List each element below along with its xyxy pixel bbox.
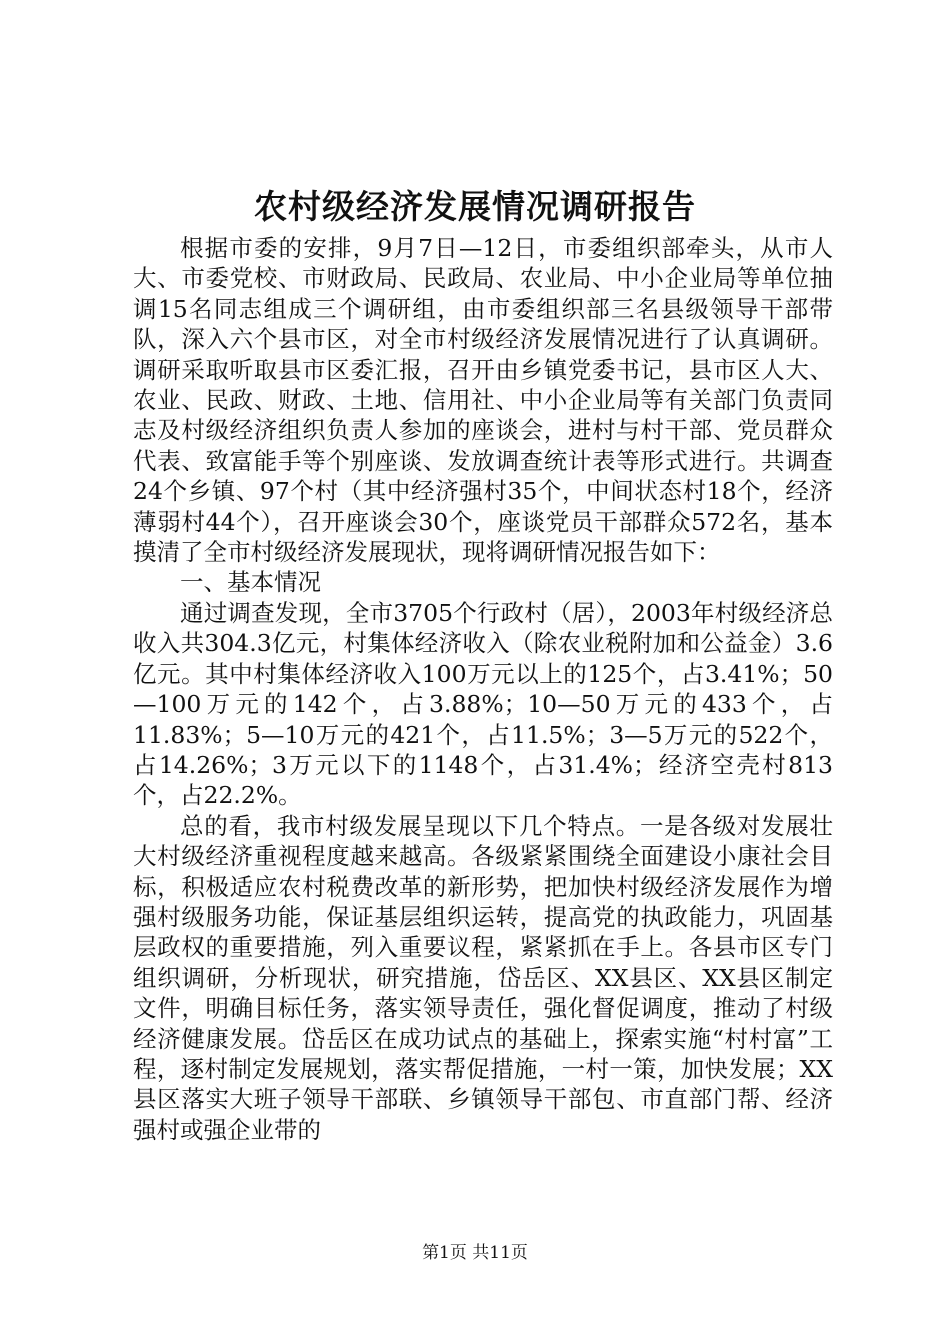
section-heading-basic-situation: 一、基本情况	[180, 568, 321, 597]
document-title: 农村级经济发展情况调研报告	[254, 187, 696, 226]
document-body	[133, 233, 833, 1145]
paragraph-statistics: 通过调查发现，全市3705个行政村（居），2003年村级经济总收入共304.3亿元，村集体经济收入（除农业税附加和公益金）3.6亿元。其中村集体经济收入100万元以上的125个，占3.41%；50—100万元的142个，占3.88%；10—50万元的433个，占11.83%；5—10万元的421个，占11.5%；3—5万元的522个，占14.26%；3万元以下的1148个，占31.4%；经济空壳村813个，占22.2%。	[133, 598, 833, 810]
paragraph-characteristics: 总的看，我市村级发展呈现以下几个特点。一是各级对发展壮大村级经济重视程度越来越高。各级紧紧围绕全面建设小康社会目标，积极适应农村税费改革的新形势，把加快村级经济发展作为增强村级服务功能，保证基层组织运转，提高党的执政能力，巩固基层政权的重要措施，列入重要议程，紧紧抓在手上。各县市区专门组织调研，分析现状，研究措施，岱岳区、XX县区、XX县区制定文件，明确目标任务，落实领导责任，强化督促调度，推动了村级经济健康发展。岱岳区在成功试点的基础上，探索实施“村村富”工程，逐村制定发展规划，落实帮促措施，一村一策，加快发展；XX县区落实大班子领导干部联、乡镇领导干部包、市直部门帮、经济强村或强企业带的	[133, 811, 833, 1144]
page-number-footer: 第1页 共11页	[422, 1243, 528, 1263]
paragraph-intro: 根据市委的安排，9月7日—12日，市委组织部牵头，从市人大、市委党校、市财政局、民政局、农业局、中小企业局等单位抽调15名同志组成三个调研组，由市委组织部三名县级领导干部带队，深入六个县市区，对全市村级经济发展情况进行了认真调研。调研采取听取县市区委汇报，召开由乡镇党委书记，县市区人大、农业、民政、财政、土地、信用社、中小企业局等有关部门负责同志及村级经济组织负责人参加的座谈会，进村与村干部、党员群众代表、致富能手等个别座谈、发放调查统计表等形式进行。共调查24个乡镇、97个村（其中经济强村35个，中间状态村18个，经济薄弱村44个），召开座谈会30个，座谈党员干部群众572名，基本摸清了全市村级经济发展现状，现将调研情况报告如下：	[133, 234, 833, 567]
